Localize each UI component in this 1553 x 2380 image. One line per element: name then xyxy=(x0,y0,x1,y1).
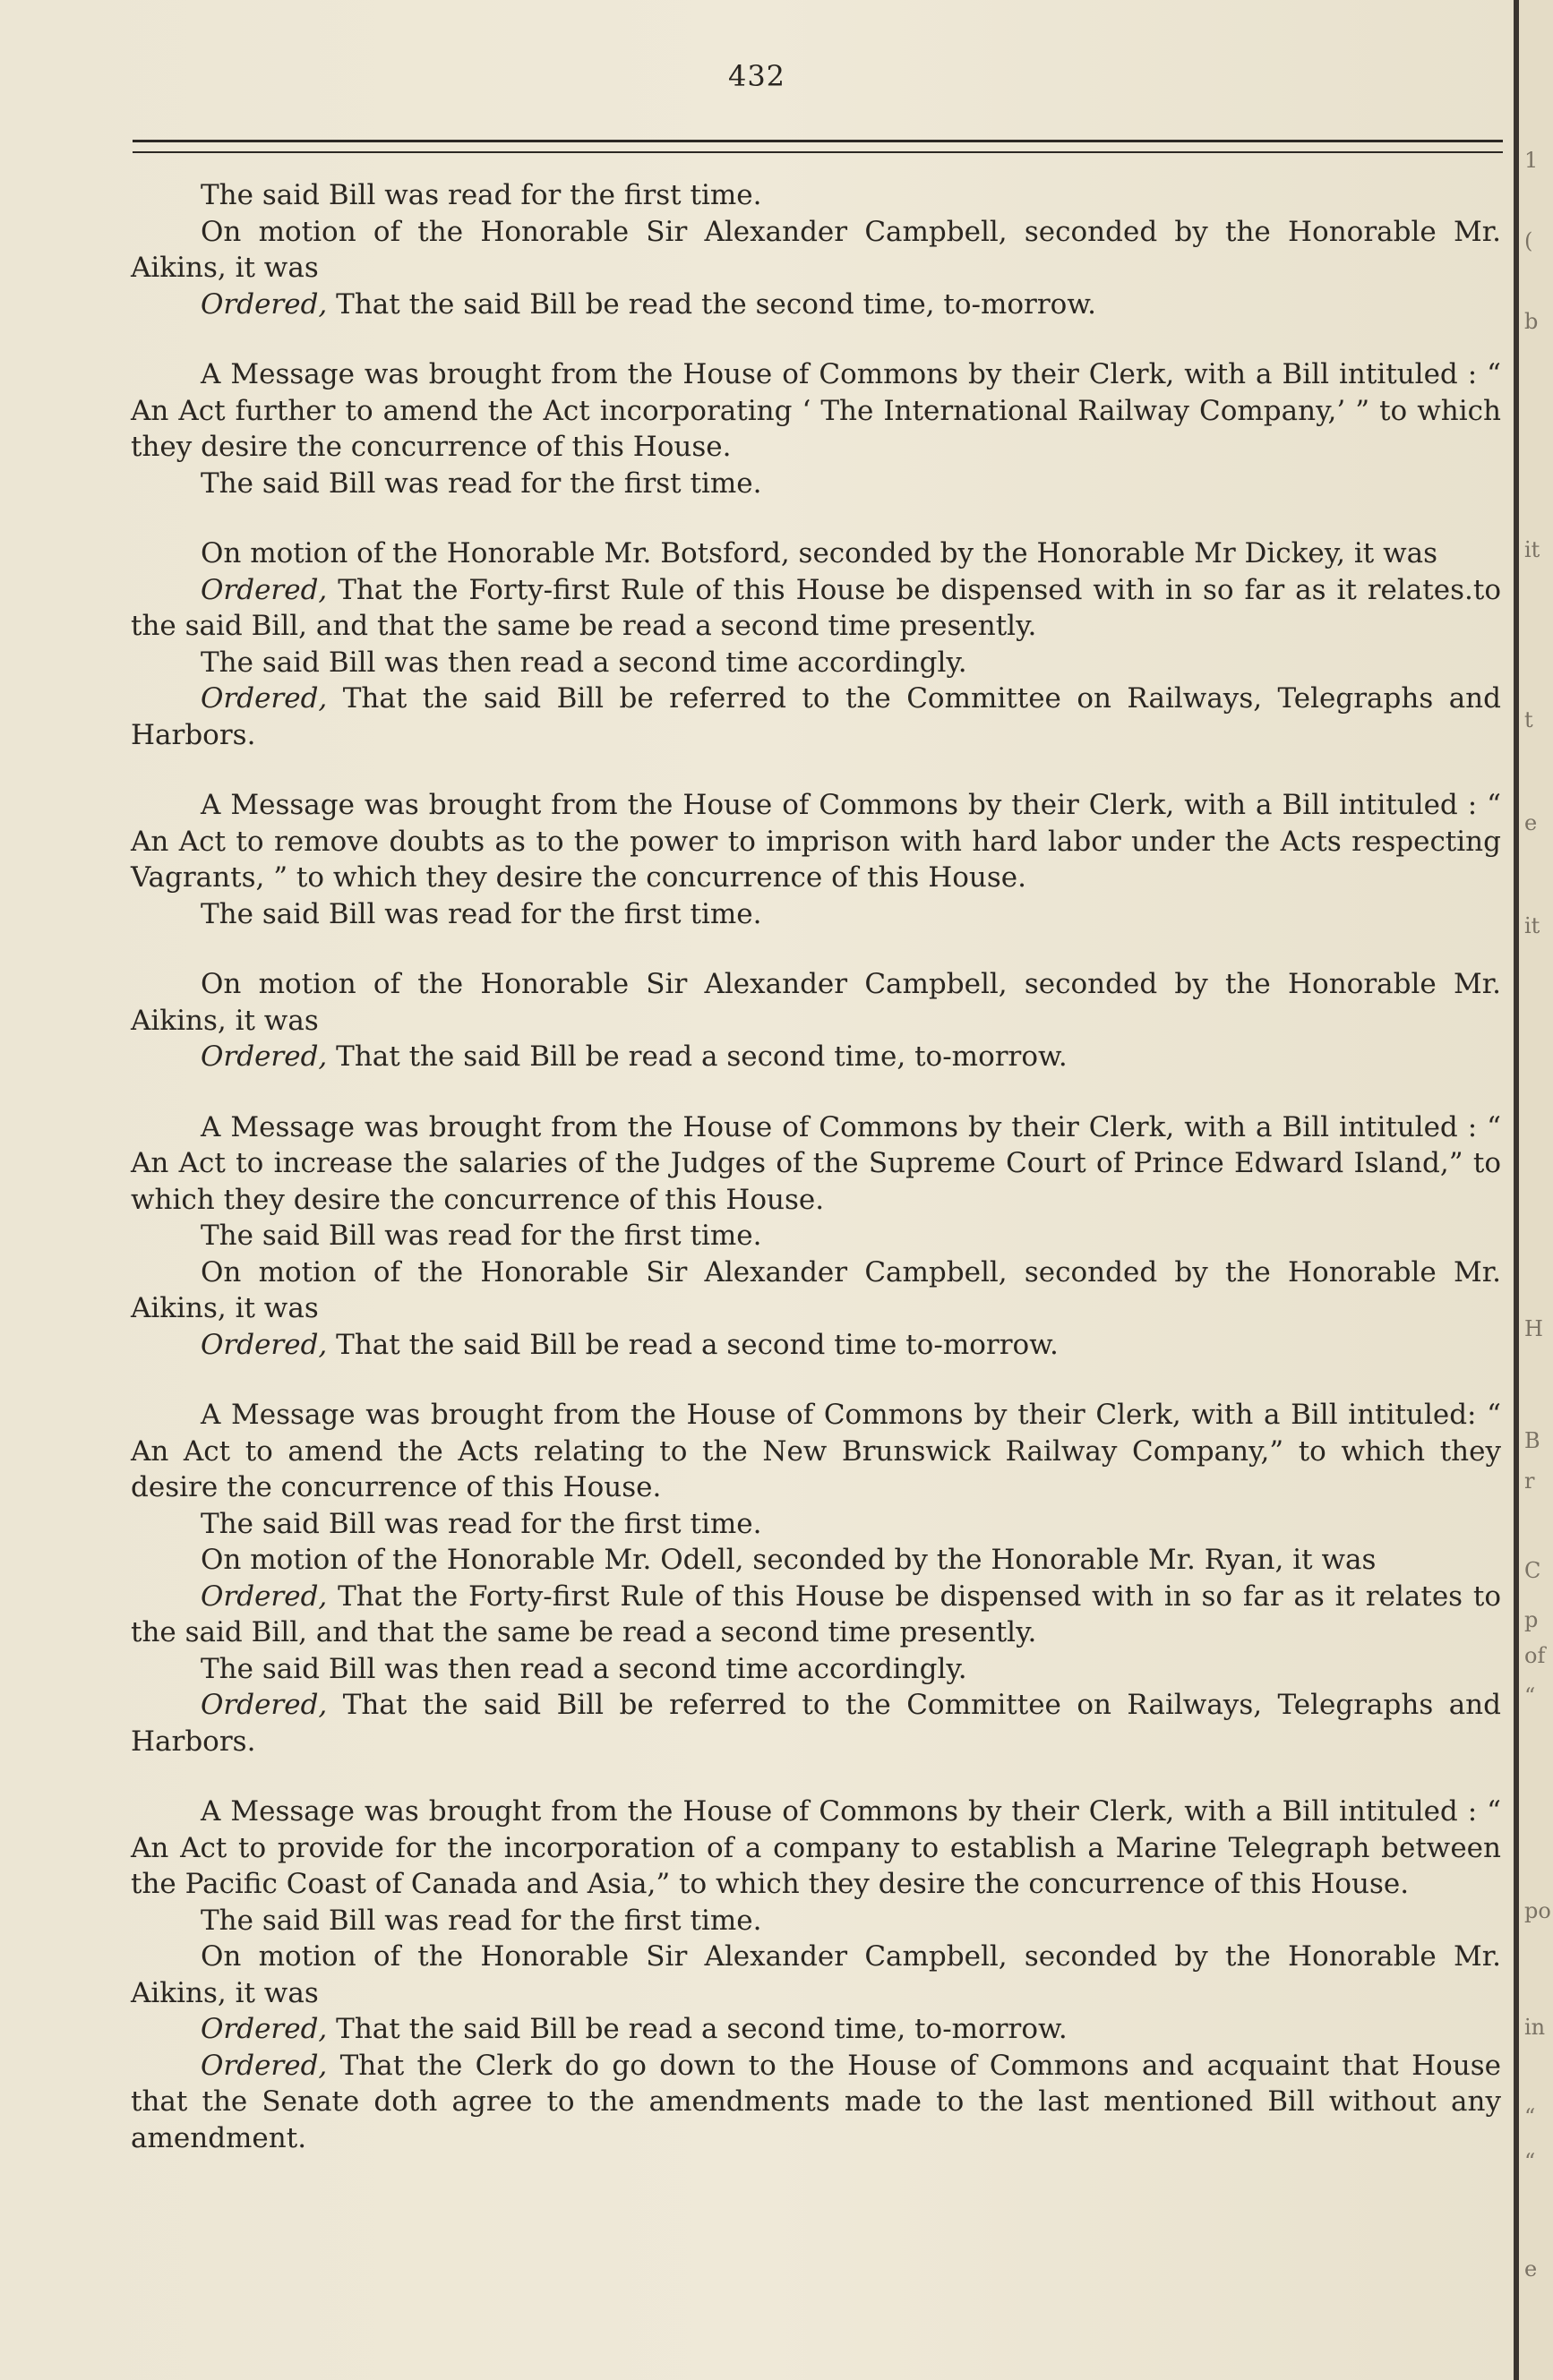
body-text xyxy=(131,177,1501,2156)
paragraph: The said Bill was read for the first time. xyxy=(201,1220,762,1252)
paragraph: A Message was brought from the House of Commons by their Clerk, with a Bill intituled : “ An Act to increase the salaries of the Judges of the Supreme Court of Prince Edward Island,” to which they desire the concurrence of this House. xyxy=(131,1110,1501,1216)
paragraph: On motion of the Honorable Sir Alexander Campbell, seconded by the Honorable Mr. Aikins, it was xyxy=(131,1940,1501,2009)
ordered-prefix: Ordered, xyxy=(201,573,328,606)
paragraph: On motion of the Honorable Sir Alexander Campbell, seconded by the Honorable Mr. Aikins, it was xyxy=(131,968,1501,1037)
paragraph: On motion of the Honorable Mr. Botsford, seconded by the Honorable Mr Dickey, it was xyxy=(201,537,1438,569)
facing-page-fragment: po xyxy=(1524,1898,1551,1923)
paragraph: A Message was brought from the House of Commons by their Clerk, with a Bill intituled : “ An Act further to amend the Act incorporating ‘ The International Railway Company,’ ” to which they desire the concurrence of this House. xyxy=(131,358,1501,463)
ordered-prefix: Ordered, xyxy=(201,2013,328,2045)
facing-page-fragment: p xyxy=(1524,1607,1539,1632)
ordered-prefix: Ordered, xyxy=(201,1689,328,1721)
facing-page-fragment: r xyxy=(1524,1468,1535,1494)
ordered-prefix: Ordered, xyxy=(201,1580,328,1613)
ordered-prefix: Ordered, xyxy=(201,2049,328,2082)
facing-page-fragment: C xyxy=(1524,1558,1541,1583)
paragraph: Ordered, That the said Bill be referred to the Committee on Railways, Telegraphs and Harbors. xyxy=(131,682,1501,751)
ordered-prefix: Ordered, xyxy=(201,1040,328,1073)
paragraph: The said Bill was read for the first time. xyxy=(201,897,762,930)
facing-page-fragment: it xyxy=(1524,913,1540,938)
paragraph: Ordered, That the Forty-first Rule of this House be dispensed with in so far as it relates to the said Bill, and that the same be read a second time presently. xyxy=(131,1580,1501,1648)
paragraph: On motion of the Honorable Mr. Odell, seconded by the Honorable Mr. Ryan, it was xyxy=(201,1544,1377,1576)
paragraph: A Message was brought from the House of Commons by their Clerk, with a Bill intituled : “ An Act to provide for the incorporation of a company to establish a Marine Telegraph between the Pacific Coast of Canada and Asia,” to which they desire the concurrence of this House. xyxy=(131,1795,1501,1900)
facing-page-fragment: ( xyxy=(1524,228,1533,253)
paragraph: A Message was brought from the House of Commons by their Clerk, with a Bill intituled : “ An Act to remove doubts as to the power to imprison with hard labor under the Acts respecting Vagrants, ” to which they desire the concurrence of this House. xyxy=(131,789,1501,894)
paragraph: The said Bill was then read a second time accordingly. xyxy=(201,1652,967,1685)
facing-page-fragment: in xyxy=(1524,2015,1546,2040)
ordered-prefix: Ordered, xyxy=(201,287,328,321)
paragraph: Ordered, That the said Bill be read a second time to-morrow. xyxy=(201,1328,1059,1361)
facing-page-fragment: of xyxy=(1524,1643,1546,1668)
ordered-prefix: Ordered, xyxy=(201,1328,328,1361)
paragraph: On motion of the Honorable Sir Alexander Campbell, seconded by the Honorable Mr. Aikins, it was xyxy=(131,1255,1501,1324)
paragraph: The said Bill was read for the first time. xyxy=(201,1507,762,1540)
paragraph: Ordered, That the said Bill be referred to the Committee on Railways, Telegraphs and Harbors. xyxy=(131,1689,1501,1758)
paragraph: A Message was brought from the House of Commons by their Clerk, with a Bill intituled: “ An Act to amend the Acts relating to the New Brunswick Railway Company,” to which they desire the concurrence of this House. xyxy=(131,1399,1501,1503)
paragraph: Ordered, That the said Bill be read a second time, to-morrow. xyxy=(201,1040,1068,1073)
paragraph: Ordered, That the said Bill be read the second time, to-morrow. xyxy=(201,287,1097,321)
paragraph: The said Bill was read for the first time. xyxy=(201,467,762,500)
paragraph: The said Bill was then read a second time accordingly. xyxy=(201,646,967,679)
paragraph: The said Bill was read for the first time. xyxy=(201,179,762,211)
page-number: 432 xyxy=(727,59,786,93)
facing-page-fragment: “ xyxy=(1524,2149,1536,2174)
facing-page-fragment: H xyxy=(1524,1316,1543,1341)
paragraph: Ordered, That the said Bill be read a second time, to-morrow. xyxy=(201,2013,1068,2045)
paragraph: Ordered, That the Clerk do go down to the House of Commons and acquaint that House that the Senate doth agree to the amendments made to the last mentioned Bill without any amendment. xyxy=(131,2049,1501,2154)
paragraph: The said Bill was read for the first time. xyxy=(201,1904,762,1937)
facing-page-fragment: “ xyxy=(1524,2104,1536,2129)
facing-page-fragment: e xyxy=(1524,2256,1538,2282)
facing-page-fragment: B xyxy=(1524,1428,1540,1453)
paragraph: On motion of the Honorable Sir Alexander Campbell, seconded by the Honorable Mr. Aikins, it was xyxy=(131,215,1501,284)
ordered-prefix: Ordered, xyxy=(201,682,328,715)
facing-page-fragment: it xyxy=(1524,537,1540,562)
facing-page-fragment: “ xyxy=(1524,1683,1536,1708)
facing-page-fragment: 1 xyxy=(1524,148,1539,173)
facing-page-margin xyxy=(1519,0,1553,2380)
header-double-rule xyxy=(133,140,1503,153)
facing-page-fragment: t xyxy=(1524,707,1533,732)
facing-page-fragment: e xyxy=(1524,810,1538,835)
facing-page-fragment: b xyxy=(1524,309,1539,334)
paragraph: Ordered, That the Forty-first Rule of this House be dispensed with in so far as it relates.to the said Bill, and that the same be read a second time presently. xyxy=(131,573,1501,642)
